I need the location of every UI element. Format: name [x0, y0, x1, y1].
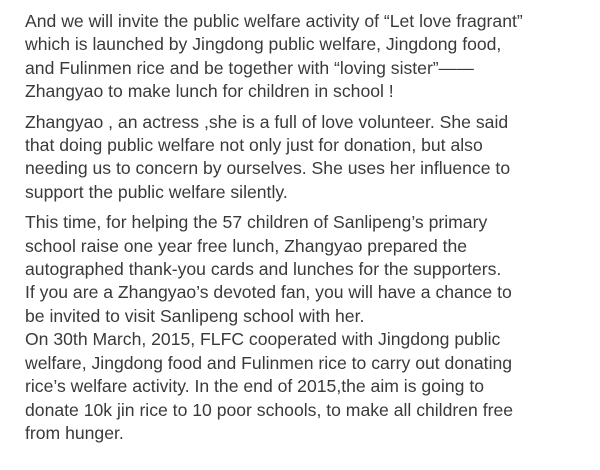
text-line: Zhangyao , an actress ,she is a full of love volunteer. She said	[25, 111, 509, 132]
text-line: This time, for helping the 57 children of Sanlipeng’s primary	[25, 212, 488, 233]
text-line: autographed thank-you cards and lunches for the supporters.	[25, 259, 502, 280]
paragraph-invitation	[25, 10, 597, 104]
text-line: On 30th March, 2015, FLFC cooperated with Jingdong public	[25, 329, 501, 350]
paragraph-zhangyao	[25, 111, 597, 205]
document-body	[25, 10, 597, 445]
paragraph-rice-donation	[25, 328, 597, 445]
text-line: needing us to concern by ourselves. She uses her influence to	[25, 158, 511, 179]
text-line: donate 10k jin rice to 10 poor schools, to make all children free	[25, 399, 514, 420]
paragraph-free-lunch	[25, 211, 597, 328]
text-line: that doing public welfare not only just for donation, but also	[25, 135, 483, 156]
text-line: be invited to visit Sanlipeng school with her.	[25, 305, 365, 326]
text-line: welfare, Jingdong food and Fulinmen rice to carry out donating	[25, 352, 513, 373]
text-line: rice’s welfare activity. In the end of 2015,the aim is going to	[25, 376, 484, 397]
text-line: and Fulinmen rice and be together with “loving sister”——	[25, 57, 474, 78]
text-line: And we will invite the public welfare activity of “Let love fragrant”	[25, 11, 523, 31]
text-line: from hunger.	[25, 422, 124, 443]
text-line: Zhangyao to make lunch for children in school !	[25, 81, 394, 102]
text-line: which is launched by Jingdong public welfare, Jingdong food,	[25, 34, 502, 55]
text-line: support the public welfare silently.	[25, 181, 288, 202]
text-line: If you are a Zhangyao’s devoted fan, you will have a chance to	[25, 282, 512, 303]
text-line: school raise one year free lunch, Zhangyao prepared the	[25, 235, 468, 256]
